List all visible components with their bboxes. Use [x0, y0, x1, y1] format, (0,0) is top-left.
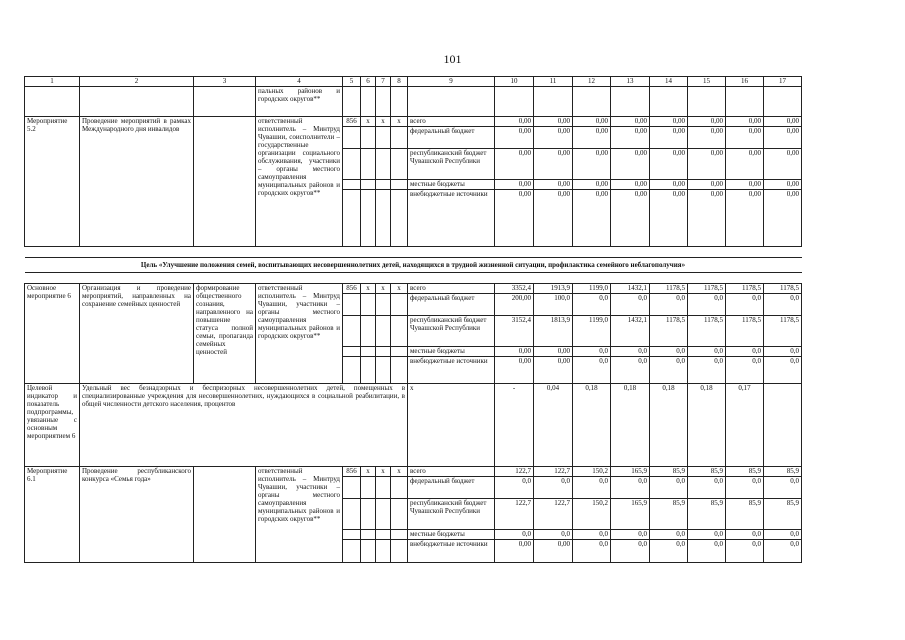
table-cell: [391, 347, 408, 357]
value-cell: 0,00: [495, 180, 534, 190]
value-cell: 0,0: [726, 540, 764, 563]
budget-code: x: [361, 467, 376, 477]
table-cell: [391, 477, 408, 499]
value-cell: 0,00: [534, 127, 573, 149]
table-cell: [376, 190, 391, 247]
table-cell: [361, 87, 376, 117]
table-cell: [391, 149, 408, 180]
column-header: 14: [650, 77, 688, 87]
table-cell: [361, 294, 376, 316]
funding-source: федеральный бюджет: [408, 477, 495, 499]
value-cell: 0,00: [688, 180, 726, 190]
funding-source: внебюджетные источники: [408, 540, 495, 563]
funding-source: федеральный бюджет: [408, 294, 495, 316]
value-cell: 0,00: [495, 357, 534, 384]
table-cell: [343, 530, 361, 540]
table-cell: [376, 294, 391, 316]
table-cell: [391, 530, 408, 540]
value-cell: 0,00: [495, 540, 534, 563]
funding-source: местные бюджеты: [408, 180, 495, 190]
value-cell: 122,7: [534, 499, 573, 530]
activity-code: Мероприятие 5.2: [25, 117, 80, 247]
column-header: 8: [391, 77, 408, 87]
table-cell: [361, 190, 376, 247]
value-cell: 1178,5: [764, 316, 802, 347]
column-header: 13: [611, 77, 650, 87]
value-cell: 0,00: [650, 117, 688, 127]
value-cell: 0,0: [764, 347, 802, 357]
value-cell: 0,00: [573, 190, 611, 247]
budget-code: x: [391, 117, 408, 127]
indicator-value: [764, 384, 802, 467]
table-cell: [343, 190, 361, 247]
value-cell: 122,7: [495, 467, 534, 477]
responsible-cell: пальных районов и городских округов**: [256, 87, 343, 117]
budget-code: 856: [343, 467, 361, 477]
table-cell: [376, 347, 391, 357]
column-header: 12: [573, 77, 611, 87]
table-cell: [376, 477, 391, 499]
value-cell: 85,9: [650, 499, 688, 530]
value-cell: 1178,5: [688, 316, 726, 347]
indicator-text: Удельный вес безнадзорных и беспризорных несовершеннолетних детей, помещенных в специализированные учреждения для несовершеннолетних, нуждающихся в социальной реабилитации, в общей численности детского населения, процентов: [80, 384, 408, 467]
table-cell: [361, 357, 376, 384]
value-cell: 0,00: [611, 180, 650, 190]
value-cell: 0,00: [726, 149, 764, 180]
value-cell: 0,00: [764, 117, 802, 127]
value-cell: 0,00: [534, 347, 573, 357]
funding-source: внебюджетные источники: [408, 190, 495, 247]
indicator-value: 0,04: [534, 384, 573, 467]
table-cell: [376, 499, 391, 530]
funding-source: местные бюджеты: [408, 530, 495, 540]
column-header: 16: [726, 77, 764, 87]
column-header: 4: [256, 77, 343, 87]
table-cell: [361, 477, 376, 499]
budget-code: x: [376, 467, 391, 477]
value-cell: 122,7: [495, 499, 534, 530]
value-cell: 85,9: [764, 467, 802, 477]
value-cell: 0,00: [495, 190, 534, 247]
activity-name: Проведение мероприятий в рамках Международного дня инвалидов: [80, 117, 194, 247]
indicator-x: x: [408, 384, 495, 467]
value-cell: 0,00: [650, 190, 688, 247]
table-cell: [343, 357, 361, 384]
value-cell: 0,0: [611, 294, 650, 316]
table-cell: [376, 180, 391, 190]
table-cell: [611, 87, 650, 117]
table-cell: [376, 540, 391, 563]
indicator-value: -: [495, 384, 534, 467]
table-cell: [343, 149, 361, 180]
column-header: 2: [80, 77, 194, 87]
value-cell: 0,00: [688, 149, 726, 180]
value-cell: 0,0: [611, 357, 650, 384]
column-header: 3: [194, 77, 256, 87]
column-header: 9: [408, 77, 495, 87]
table-cell: [361, 530, 376, 540]
program-table: [24, 76, 802, 563]
value-cell: 0,00: [764, 180, 802, 190]
value-cell: 165,9: [611, 499, 650, 530]
value-cell: 0,00: [688, 190, 726, 247]
funding-source: всего: [408, 467, 495, 477]
value-cell: 0,00: [764, 190, 802, 247]
value-cell: 0,0: [726, 294, 764, 316]
table-cell: [25, 87, 80, 117]
value-cell: 0,00: [726, 117, 764, 127]
table-cell: [361, 316, 376, 347]
table-cell: [361, 149, 376, 180]
value-cell: 85,9: [726, 467, 764, 477]
value-cell: 0,00: [573, 149, 611, 180]
table-cell: [343, 540, 361, 563]
value-cell: 1432,1: [611, 284, 650, 294]
value-cell: 0,0: [650, 477, 688, 499]
column-header: 10: [495, 77, 534, 87]
activity-row: [25, 284, 802, 294]
value-cell: 85,9: [688, 467, 726, 477]
table-cell: [80, 87, 194, 117]
table-cell: [391, 127, 408, 149]
value-cell: 0,0: [573, 347, 611, 357]
value-cell: 0,0: [611, 477, 650, 499]
value-cell: 1178,5: [726, 284, 764, 294]
table-cell: [391, 87, 408, 117]
value-cell: 0,00: [534, 357, 573, 384]
activity-name: Организация и проведение мероприятий, направленных на сохранение семейных ценностей: [80, 284, 194, 384]
table-cell: [343, 477, 361, 499]
funding-source: местные бюджеты: [408, 347, 495, 357]
column-header: 1: [25, 77, 80, 87]
value-cell: 0,0: [573, 477, 611, 499]
table-cell: [194, 87, 256, 117]
value-cell: 1178,5: [650, 316, 688, 347]
responsible-cell: ответственный исполнитель – Минтруд Чувашии, участники – органы местного самоуправления муниципальных районов и городских округов**: [256, 467, 343, 563]
column-header: 7: [376, 77, 391, 87]
value-cell: 0,0: [650, 347, 688, 357]
funding-source: всего: [408, 284, 495, 294]
column-header: 15: [688, 77, 726, 87]
goal-row: [25, 258, 802, 273]
activity-name: Проведение республиканского конкурса «Семья года»: [80, 467, 194, 563]
activity-row: [25, 467, 802, 477]
value-cell: 0,00: [764, 149, 802, 180]
funding-source: республиканский бюджет Чувашской Республики: [408, 149, 495, 180]
activity-code: Основное мероприятие 6: [25, 284, 80, 384]
goal-heading: Цель «Улучшение положения семей, воспитывающих несовершеннолетних детей, находящихся в трудной жизненной ситуации, профилактика семейного неблагополучия»: [25, 258, 802, 273]
table-cell: [688, 87, 726, 117]
table-cell: [376, 87, 391, 117]
value-cell: 0,0: [611, 347, 650, 357]
value-cell: 3152,4: [495, 316, 534, 347]
value-cell: 0,0: [534, 530, 573, 540]
budget-code: x: [376, 284, 391, 294]
value-cell: 0,00: [650, 127, 688, 149]
value-cell: 0,0: [650, 357, 688, 384]
table-cell: [764, 87, 802, 117]
value-cell: 0,00: [573, 127, 611, 149]
funding-source: республиканский бюджет Чувашской Республики: [408, 499, 495, 530]
value-cell: 122,7: [534, 467, 573, 477]
value-cell: 0,0: [688, 357, 726, 384]
value-cell: 0,00: [534, 190, 573, 247]
value-cell: 0,0: [573, 294, 611, 316]
table-cell: [361, 499, 376, 530]
table-cell: [361, 180, 376, 190]
indicator-value: 0,18: [573, 384, 611, 467]
value-cell: 0,00: [534, 117, 573, 127]
value-cell: 0,0: [495, 530, 534, 540]
table-cell: [343, 127, 361, 149]
table-cell: [534, 87, 573, 117]
value-cell: 150,2: [573, 499, 611, 530]
value-cell: 85,9: [650, 467, 688, 477]
column-header: 17: [764, 77, 802, 87]
value-cell: 0,0: [726, 477, 764, 499]
value-cell: 0,0: [688, 530, 726, 540]
value-cell: 0,00: [611, 117, 650, 127]
value-cell: 0,0: [688, 294, 726, 316]
table-cell: [361, 127, 376, 149]
budget-code: 856: [343, 284, 361, 294]
table-cell: [343, 347, 361, 357]
indicator-value: 0,18: [650, 384, 688, 467]
header-row: [25, 77, 802, 87]
page-number: 101: [443, 52, 462, 66]
table-cell: [343, 87, 361, 117]
budget-code: x: [391, 284, 408, 294]
activity-result: [194, 467, 256, 563]
table-cell: [391, 294, 408, 316]
funding-source: всего: [408, 117, 495, 127]
column-header: 11: [534, 77, 573, 87]
activity-result: формирование общественного сознания, направленного на повышение статуса полной семьи, пропаганда семейных ценностей: [194, 284, 256, 384]
table-cell: [25, 273, 802, 284]
value-cell: 1432,1: [611, 316, 650, 347]
value-cell: 0,0: [726, 347, 764, 357]
funding-source: внебюджетные источники: [408, 357, 495, 384]
value-cell: 85,9: [764, 499, 802, 530]
value-cell: 0,0: [764, 294, 802, 316]
budget-code: x: [391, 467, 408, 477]
value-cell: 0,0: [650, 294, 688, 316]
table-cell: [391, 180, 408, 190]
table-cell: [391, 540, 408, 563]
value-cell: 0,00: [534, 540, 573, 563]
table-cell: [408, 87, 495, 117]
value-cell: 0,00: [726, 190, 764, 247]
value-cell: 0,0: [764, 477, 802, 499]
value-cell: 0,00: [534, 180, 573, 190]
value-cell: 1178,5: [764, 284, 802, 294]
funding-source: республиканский бюджет Чувашской Республики: [408, 316, 495, 347]
value-cell: 1813,9: [534, 316, 573, 347]
budget-code: x: [376, 117, 391, 127]
responsible-cell: ответственный исполнитель – Минтруд Чувашии, соисполнители – государственные организации социального обслуживания, участники – органы местного самоуправления муниципальных районов и городских округов**: [256, 117, 343, 247]
value-cell: 1178,5: [650, 284, 688, 294]
value-cell: 0,0: [764, 357, 802, 384]
value-cell: 1913,9: [534, 284, 573, 294]
value-cell: 0,00: [688, 117, 726, 127]
value-cell: 200,00: [495, 294, 534, 316]
value-cell: 0,0: [611, 540, 650, 563]
indicator-value: 0,18: [688, 384, 726, 467]
value-cell: 0,0: [726, 530, 764, 540]
value-cell: 0,0: [726, 357, 764, 384]
value-cell: 0,0: [764, 530, 802, 540]
value-cell: 85,9: [688, 499, 726, 530]
value-cell: 1199,0: [573, 316, 611, 347]
table-cell: [495, 87, 534, 117]
table-cell: [376, 149, 391, 180]
column-header: 6: [361, 77, 376, 87]
value-cell: 0,0: [764, 540, 802, 563]
activity-result: [194, 117, 256, 247]
value-cell: 0,00: [495, 347, 534, 357]
value-cell: 0,00: [650, 180, 688, 190]
table-cell: [573, 87, 611, 117]
value-cell: 0,00: [573, 117, 611, 127]
value-cell: 0,00: [764, 127, 802, 149]
indicator-row: [25, 384, 802, 467]
value-cell: 150,2: [573, 467, 611, 477]
value-cell: 0,00: [688, 127, 726, 149]
table-cell: [343, 499, 361, 530]
value-cell: 0,00: [726, 180, 764, 190]
value-cell: 0,00: [611, 190, 650, 247]
indicator-value: 0,17: [726, 384, 764, 467]
value-cell: 0,0: [688, 540, 726, 563]
table-cell: [726, 87, 764, 117]
budget-code: x: [361, 117, 376, 127]
value-cell: 0,00: [573, 180, 611, 190]
value-cell: 0,00: [726, 127, 764, 149]
value-cell: 0,0: [573, 540, 611, 563]
value-cell: 0,0: [534, 477, 573, 499]
indicator-value: 0,18: [611, 384, 650, 467]
value-cell: 0,0: [611, 530, 650, 540]
value-cell: 0,00: [534, 149, 573, 180]
value-cell: 0,0: [688, 347, 726, 357]
indicator-code: Целевой индикатор и показатель подпрограммы, увязанные с основным мероприятием 6: [25, 384, 80, 467]
column-header: 5: [343, 77, 361, 87]
table-cell: [376, 357, 391, 384]
value-cell: 1178,5: [726, 316, 764, 347]
value-cell: 0,00: [611, 127, 650, 149]
table-cell: [25, 247, 802, 258]
table-cell: [376, 316, 391, 347]
value-cell: 0,0: [573, 530, 611, 540]
table-cell: [650, 87, 688, 117]
value-cell: 0,00: [495, 117, 534, 127]
value-cell: 85,9: [726, 499, 764, 530]
spacer-row: [25, 273, 802, 284]
table-cell: [361, 347, 376, 357]
value-cell: 0,00: [611, 149, 650, 180]
value-cell: 0,00: [495, 149, 534, 180]
value-cell: 0,0: [650, 540, 688, 563]
value-cell: 0,00: [495, 127, 534, 149]
funding-source: федеральный бюджет: [408, 127, 495, 149]
table-cell: [361, 540, 376, 563]
table-cell: [376, 127, 391, 149]
responsible-cell: ответственный исполнитель – Минтруд Чувашии, участники – органы местного самоуправления муниципальных районов и городских округов**: [256, 284, 343, 384]
value-cell: 0,00: [650, 149, 688, 180]
value-cell: 0,0: [688, 477, 726, 499]
value-cell: 0,0: [495, 477, 534, 499]
value-cell: 0,0: [650, 530, 688, 540]
table-cell: [343, 294, 361, 316]
continuation-row: [25, 87, 802, 117]
table-cell: [391, 499, 408, 530]
value-cell: 3352,4: [495, 284, 534, 294]
table-cell: [391, 190, 408, 247]
table-cell: [343, 180, 361, 190]
table-cell: [376, 530, 391, 540]
value-cell: 1178,5: [688, 284, 726, 294]
budget-code: 856: [343, 117, 361, 127]
table-cell: [343, 316, 361, 347]
budget-code: x: [361, 284, 376, 294]
spacer-row: [25, 247, 802, 258]
value-cell: 0,0: [573, 357, 611, 384]
value-cell: 100,0: [534, 294, 573, 316]
activity-code: Мероприятие 6.1: [25, 467, 80, 563]
value-cell: 1199,0: [573, 284, 611, 294]
value-cell: 165,9: [611, 467, 650, 477]
activity-row: [25, 117, 802, 127]
table-cell: [391, 357, 408, 384]
table-cell: [391, 316, 408, 347]
